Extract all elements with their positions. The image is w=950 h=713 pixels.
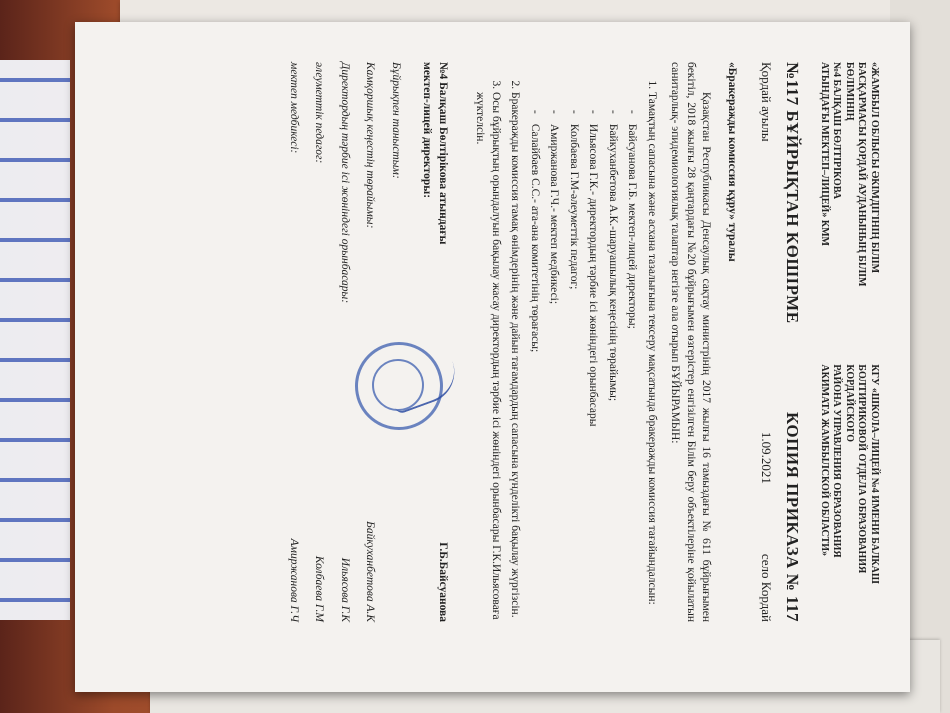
order-item: 3. Осы бұйрықтың орындалуын бақылау жасау директордың тәрбие ісі жөніндегі орынбасары Г.К.Ильясоваға жүктелсін.: [472, 92, 503, 622]
header-kk-line: №4 БАЛҚАШ БӨЛТІРІКОВА: [831, 62, 843, 200]
header-kk-line: «ЖАМБЫЛ ОБЛЫСЫ ӘКІМДІГІНІҢ БІЛІМ: [869, 62, 880, 274]
header-ru-line: КОРДАЙСКОГО: [844, 364, 855, 442]
document-header: [818, 62, 881, 622]
signer-role: Директордың тәрбие ісі жөніндегі орынбасары:: [338, 62, 351, 304]
document-sheet: [75, 22, 910, 692]
member-item: - Ильясова Г.К.- директордың тәрбие ісі жөніндегі орынбасары: [585, 110, 601, 622]
header-ru-line: АКИМАТА ЖАМБЫЛСКОЙ ОБЛАСТИ»: [819, 364, 830, 557]
order-titles: [781, 62, 804, 622]
place-kazakh: Қордай ауылы: [758, 62, 774, 142]
member-item: - Колбаева Г.М-әлеуметтік педагог;: [565, 110, 581, 622]
director-name: Г.Б.Байсуанова: [436, 542, 449, 622]
order-subject: «Бракеражды комиссия құру» туралы: [726, 62, 739, 262]
order-preamble: Қазақстан Республикасы Денсаулық сақтау министрінің 2017 жылғы 16 тамыздағы № 611 бұйрығымен бекітіл, 2018 жылғы 28 қаңтардағы №20 бұйрығымен өзгерістер енгізілген Білім беру объектілеріне қойылатын санитарлық- эпидемиологиялық талаптар негізге ала отырып БҰЙЫРАМЫН:: [669, 62, 713, 622]
header-russian: [818, 364, 881, 622]
striped-cloth: [0, 60, 70, 620]
place-russian: село Кордай: [758, 553, 774, 622]
signer-name: Байкуханбетова А.К: [364, 521, 377, 622]
signer-role: Камқоршық кеңестің төрайымы:: [364, 62, 377, 229]
signer-role: мектеп медбикесі:: [287, 62, 300, 154]
order-item-text: Тамақтың сапасына және асхана тазалығына тексеру мақсатында бракеражды комиссия тағайындалсын:: [645, 92, 658, 605]
director-block: [419, 62, 450, 622]
signer-row: [311, 62, 327, 622]
title-russian: КОПИЯ ПРИКАЗА № 117: [783, 411, 803, 622]
header-ru-line: БОЛТИРИКОВОЙ ОТДЕЛА ОБРАЗОВАНИЯ: [856, 364, 868, 574]
header-ru-line: КГУ «ШКОЛА–ЛИЦЕЙ №4 ИМЕНИ БАЛКАШ: [869, 364, 880, 584]
acknowledgement-title: Бұйрықпен таныстым:: [389, 62, 402, 179]
member-item: - Амиржанова Г.Ч.- мектеп медбикесі;: [546, 110, 562, 622]
header-kazakh: [818, 62, 881, 320]
commission-members: [526, 92, 639, 622]
signer-role: әлеуметтік педагог:: [313, 62, 326, 164]
header-kk-line: АТЫНДАҒЫ МЕКТЕП–ЛИЦЕЙ» КММ: [819, 62, 830, 246]
order-item: 2. Бракеражды комиссия тамақ өнімдерінің және дайын тағамдардың сапасына күнделікті бақылау жүргізсін.: [507, 92, 523, 622]
rotated-document: [75, 22, 910, 662]
director-title: [419, 62, 450, 245]
signer-name: Амиржанова Г.Ч: [287, 538, 300, 622]
header-kk-line: БӨЛІМІНІҢ: [844, 62, 855, 121]
signer-row: [285, 62, 301, 622]
order-items: [472, 62, 659, 622]
acknowledgement-block: [285, 62, 403, 622]
signer-name: Колбаева Г.М: [313, 555, 326, 622]
order-item: [526, 92, 659, 622]
order-date: 1.09.2021: [758, 431, 774, 484]
header-kk-line: БАСҚАРМАСЫ ҚОРДАЙ АУДАНЫНЫҢ БІЛІМ: [856, 62, 868, 287]
title-kazakh: №117 БҰЙРЫҚТАН КӨШІРМЕ: [783, 62, 803, 324]
signer-row: [336, 62, 352, 622]
header-ru-line: РАЙОНА УПРАВЛЕНИЯ ОБРАЗОВАНИЯ: [831, 364, 843, 558]
signer-row: [362, 62, 378, 622]
place-date-row: [757, 62, 775, 622]
member-item: - Салайбаев С.С.- ата-ана комитетінің төрағасы;: [526, 110, 542, 622]
director-line: №4 Балқаш Бөлтірікова атындағы: [436, 62, 449, 245]
member-item: - Байкуханбетова А.К.-шаруашылық кеңесінің төрайымы;: [604, 110, 620, 622]
member-item: - Байсуанова Г.Б. мектеп-лицей директоры;: [624, 110, 640, 622]
director-line: мектеп-лицей директоры:: [421, 62, 434, 199]
signer-name: Ильясова Г.К: [338, 557, 351, 622]
